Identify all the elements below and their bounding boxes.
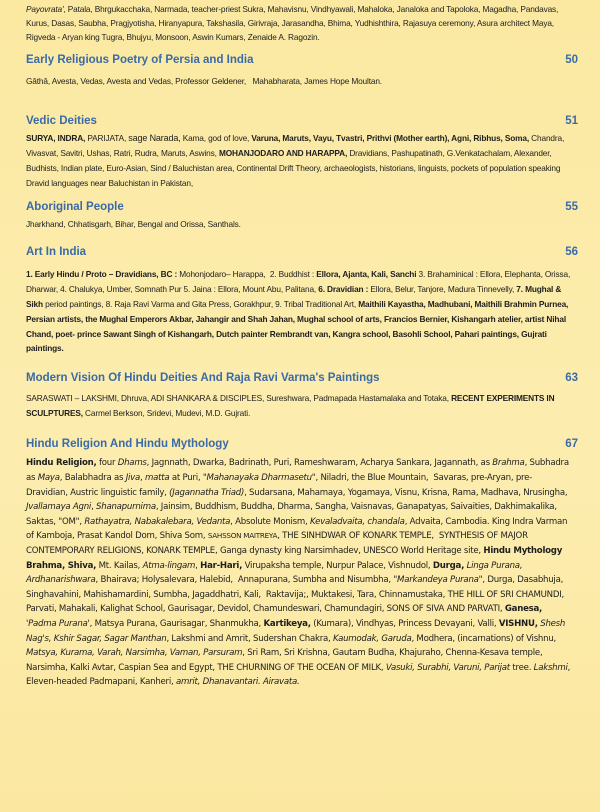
section-persia-india — [26, 53, 578, 88]
section-title: Hindu Religion And Hindu Mythology — [26, 438, 229, 451]
page-number: 51 — [565, 115, 578, 128]
section-heading — [26, 246, 578, 259]
section-text: Jharkhand, Chhatisgarh, Bihar, Bengal and Orissa, Santhals. — [26, 219, 241, 230]
page-number: 55 — [565, 201, 578, 214]
page-number: 67 — [565, 438, 578, 451]
intro-block — [26, 0, 574, 45]
section-heading — [26, 201, 578, 214]
section-hindu-religion — [26, 438, 578, 690]
section-heading — [26, 53, 578, 66]
section-heading — [26, 438, 578, 451]
section-title: Aboriginal People — [26, 201, 124, 214]
section-heading — [26, 372, 578, 385]
section-title: Vedic Deities — [26, 115, 97, 128]
section-title: Modern Vision Of Hindu Deities And Raja Ravi Varma's Paintings — [26, 372, 380, 385]
section-aboriginal — [26, 201, 578, 231]
section-title: Art In India — [26, 246, 87, 259]
section-text: Gâthâ, Avesta, Vedas, Avesta and Vedas, Professor Geldener, Mahabharata, James Hope Moultan. — [26, 75, 382, 86]
page-number: 56 — [565, 246, 578, 259]
section-text: SARASWATI – LAKSHMI, Dhruva, ADI SHANKARA & DISCIPLES, Sureshwara, Padmapada Hastamalaka and Totaka, RECENT EXPERIMENTS IN SCULPTURES, Carmel Berkson, Sridevi, Mudevi, M.D. Gujrati. — [26, 393, 555, 418]
section-text: Hindu Religion, four Dhams, Jagnnath, Dwarka, Badrinath, Puri, Rameshwaram, Acharya Sankara, Jagannath, as Brahma, Subhadra as Maya, Balabhadra as Jiva, matta at Puri, "Mahanayaka Dharmasetu", Niladri, the Blue Mountain, Savaras, pre-Aryan, pre- Dravidian, Austric linguistic family, (Jagannatha Triad), Sudarsana, Mahamaya, Yogamaya, Visnu, Krisna, Rama, Madhava, Nrusingha, Jvallamaya Agni, Shanapurnima, Jainsim, Buddhism, Buddha, Dharma, Sangha, Vaisnavas, Ganapatyas, Saivaities, Dakhimakalika, Saktas, "OM", Rathayatra, Nabakalebara, Vedanta, Absolute Monism, Kevaladvaita, chandala, Advaita, Cambodia. King Indra Varman of Kamboja, Prasat Kandol Dom, Shiva Som, SAHSSON MAITREYA, THE SINHDWAR OF KONARK TEMPLE, SYNTHESIS OF MAJOR CONTEMPORARY RELIGIONS, KONARK TEMPLE, Ganga dynasty king Narsimhadev, UNESCO World Heritage site, Hindu Mythology Brahma, Shiva, Mt. Kailas, Atma-lingam, Har-Hari, Virupaksha temple, Nurpur Palace, Vishnudol, Durga, Linga Purana, Ardhanarishwara, Bhairava; Holysalevara, Halebid, Annapurana, Sumbha and Nisumbha, "Markandeya Purana", Durga, Dasabhuja, Singhavahini, Mahishamardini, Sumbha, Jagaddhatri, Kali, Raktavija;, Muktakesi, Tara, Chinnamustaka, THE HILL OF SRI CHAMUNDI, Parvati, Mahakali, Kalighat School, Gaurisagar, Devidol, Chamundeswari, Chamundagiri, SONS OF SIVA AND PARVATI, Ganesa, 'Padma Purana', Matsya Purana, Gaurisagar, Shanmukha, Kartikeya, (Kumara), Vindhyas, Princess Devayani, Valli, VISHNU, Shesh Nag's, Kshir Sagar, Sagar Manthan, Lakshmi and Amrit, Sudershan Chakra, Kaumodak, Garuda, Modhera, (incarnations) of Vishnu, Matsya, Kurama, Varah, Narsimha, Vaman, Parsuram, Sri Ram, Sri Krishna, Gautam Budha, Khajuraho, Chenna-Kesava temple, Narsimha, Kalki Avtar, Caspian Sea and Egypt, THE CHURNING OF THE OCEAN OF MILK, Vasuki, Surabhi, Varuni, Parijat tree. Lakshmi, Eleven-headed Padmapani, Kanheri, amrit, Dhanavantari. Airavata. — [26, 458, 571, 688]
page-number: 50 — [565, 53, 578, 66]
section-title: Early Religious Poetry of Persia and India — [26, 53, 254, 66]
section-art-india — [26, 246, 578, 356]
intro-text: Payovrata', Patala, Bhrgukacchaka, Narmada, teacher-priest Sukra, Mahavisnu, Vindhyawali, Mahaloka, Janaloka and Tapoloka, Magadha, Pandavas, Kurus, Dasas, Saubha, Pragjyotisha, Hiranyapura, Takshasila, Girivraja, Jarasandha, Bhima, Yudhishthira, Rajasuya ceremony, Asura architect Maya, Rigveda - Aryan king Tugra, Bhujyu, Monsoon, Aswin Kumars, Zenaide A. Ragozin. — [26, 4, 559, 43]
section-heading — [26, 115, 578, 128]
page-number: 63 — [565, 372, 578, 385]
section-vedic-deities — [26, 115, 578, 191]
section-text: SURYA, INDRA, PARIJATA, sage Narada, Kama, god of love, Varuna, Maruts, Vayu, Tvastri, Prithvi (Mother earth), Agni, Ribhus, Soma, Chandra, Vivasvat, Savitri, Ushas, Ratri, Rudra, Maruts, Aswins, MOHANJODARO AND HARAPPA, Dravidians, Pashupatinath, G.Venkatachalam, Alexander, Budhists, Indian plate, Euro-Asian, Sind / Baluchistan area, Continental Drift Theory, archaeologists, historians, linguists, pockets of population speaking Dravid languages near Baluchistan in Pakistan, — [26, 133, 565, 189]
section-modern-vision — [26, 372, 578, 420]
section-text: 1. Early Hindu / Proto – Dravidians, BC : Mohonjodaro– Harappa, 2. Buddhist : Ellora, Ajanta, Kali, Sanchi 3. Brahaminical : Ellora, Elephanta, Orissa, Dharwar, 4. Chalukya, Umber, Somnath Pur 5. Jaina : Ellora, Mount Abu, Palitana, 6. Dravidian : Ellora, Belur, Tanjore, Madura Tinnevelly, 7. Mughal & Sikh period paintings, 8. Raja Ravi Varma and Gita Press, Gorakhpur, 9. Tribal Traditional Art, Maithili Kayastha, Madhubani, Maithili Brahmin Purnea, Persian artists, the Mughal Emperors Akbar, Jahangir and Shah Jahan, Mughal school of arts, Francios Bernier, Kishangarh atelier, artist Nihal Chand, poet- prince Sawant Singh of Kishangarh, Dutch painter Rembrandt van, Kangra school, Basohli School, Pahari paintings, Gujrati paintings. — [26, 269, 571, 354]
